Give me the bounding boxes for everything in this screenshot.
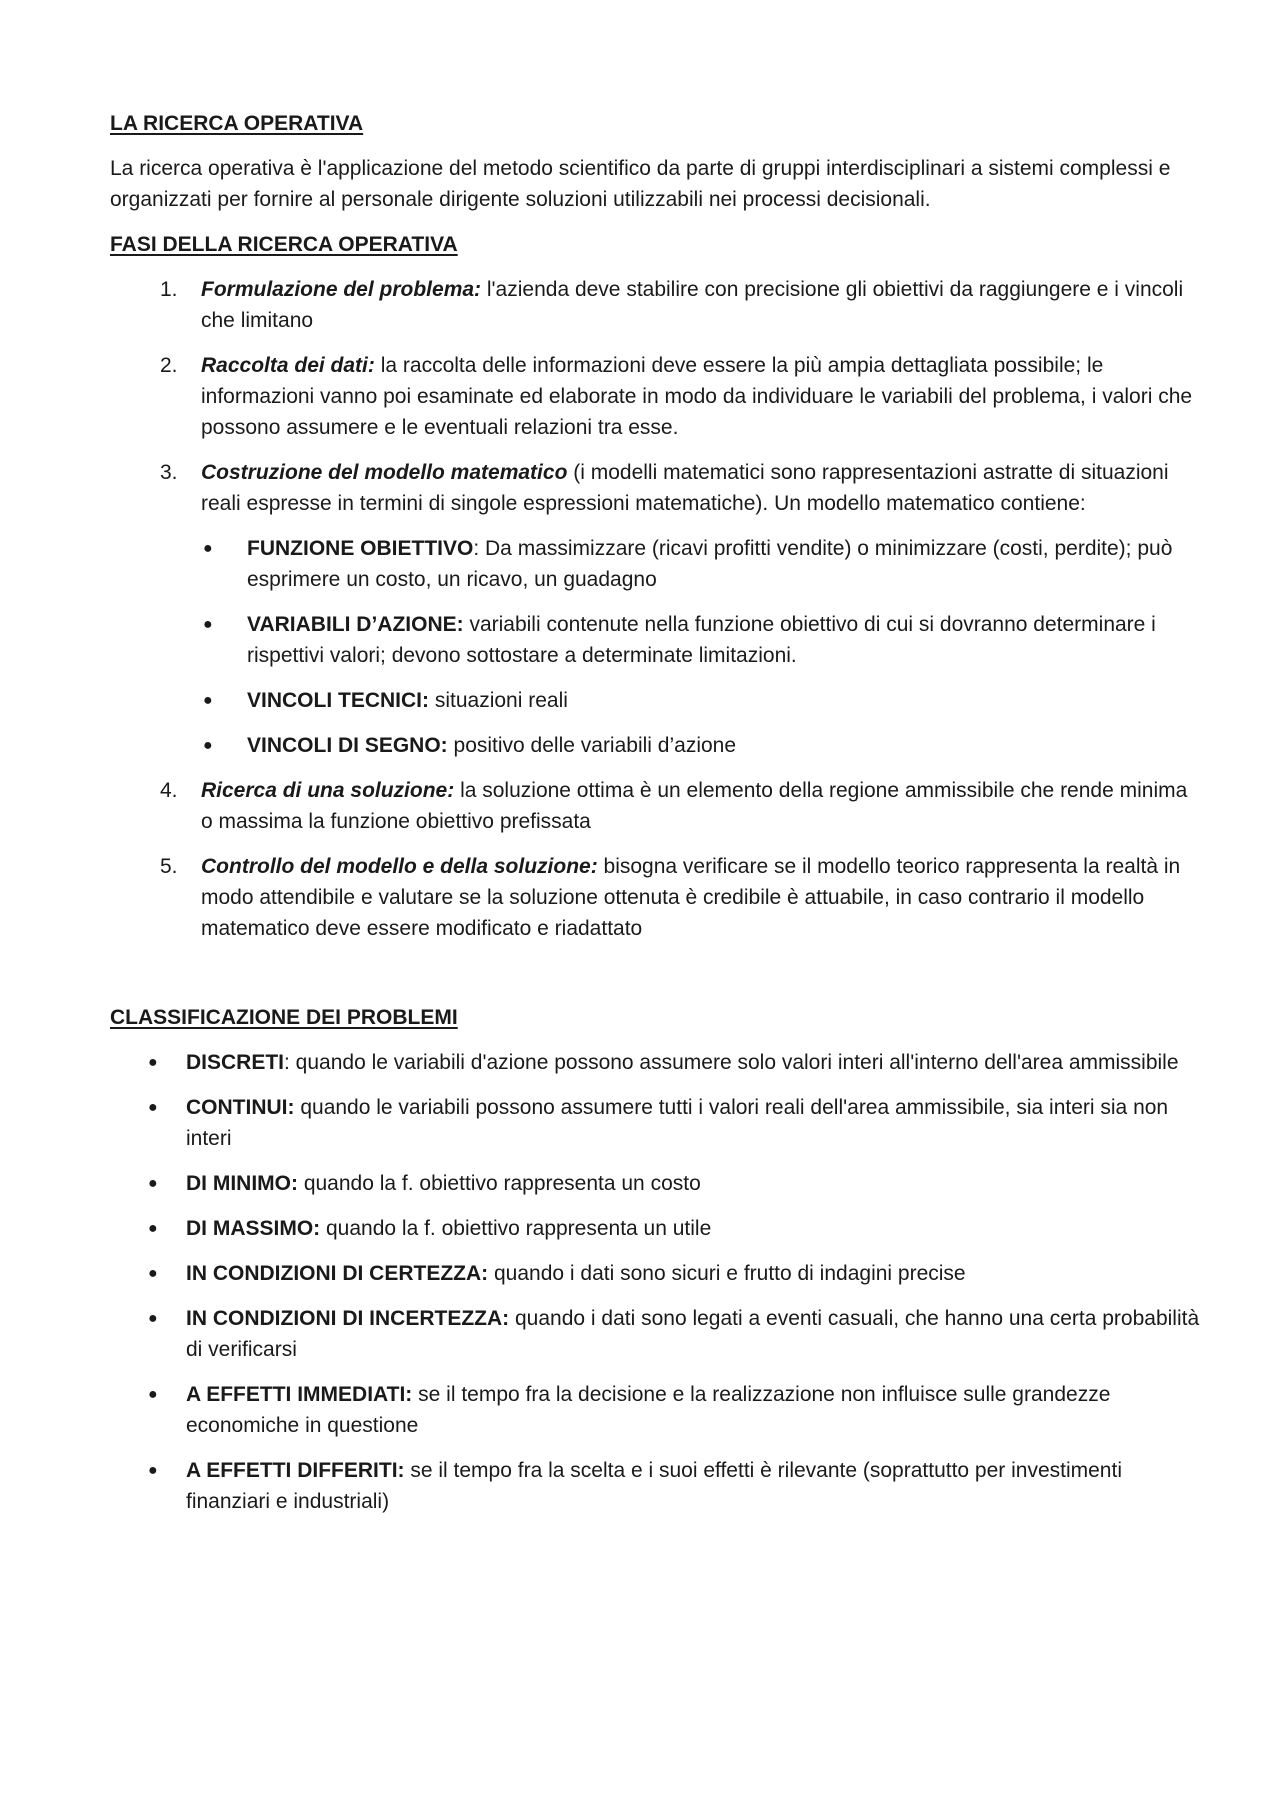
- classification-item: [110, 1379, 1200, 1441]
- classification-item: [110, 1213, 1200, 1244]
- model-components-list: [201, 533, 1200, 761]
- model-component-item: [201, 533, 1200, 595]
- classification-term: DI MASSIMO:: [186, 1217, 321, 1240]
- phase-item-3: [110, 457, 1200, 761]
- model-component-item: [201, 685, 1200, 716]
- classification-item: [110, 1258, 1200, 1289]
- component-term: FUNZIONE OBIETTIVO: [247, 537, 474, 560]
- phase-number: 2.: [160, 354, 178, 377]
- classification-item: [110, 1303, 1200, 1365]
- phase-title: Ricerca di una soluzione:: [201, 779, 455, 802]
- phase-number: 3.: [160, 461, 178, 484]
- bullet-icon: ●: [148, 1386, 158, 1403]
- phase-number: 4.: [160, 779, 178, 802]
- bullet-icon: ●: [148, 1175, 158, 1192]
- bullet-icon: ●: [148, 1310, 158, 1327]
- phase-number: 5.: [160, 855, 178, 878]
- phase-item-1: [110, 274, 1200, 336]
- component-text: variabili contenute nella funzione obiettivo di cui si dovranno determinare i rispettivi valori; devono sottostare a determinate limitazioni.: [247, 613, 1156, 667]
- phase-item-2: [110, 350, 1200, 443]
- component-text: positivo delle variabili d’azione: [447, 734, 737, 757]
- phase-text: bisogna verificare se il modello teorico rappresenta la realtà in modo attendibile e valutare se la soluzione ottenuta è credibile è attuabile, in caso contrario il modello matematico deve essere modificato e riadattato: [201, 855, 1181, 940]
- section-title-phases: FASI DELLA RICERCA OPERATIVA: [110, 233, 458, 256]
- classification-text: se il tempo fra la scelta e i suoi effetti è rilevante (soprattutto per investimenti finanziari e industriali): [186, 1459, 1122, 1513]
- phase-number: 1.: [160, 278, 178, 301]
- classification-term: A EFFETTI IMMEDIATI:: [186, 1383, 413, 1406]
- section-title-intro: LA RICERCA OPERATIVA: [110, 112, 364, 135]
- classification-list: [110, 1047, 1200, 1517]
- classification-item: [110, 1047, 1200, 1078]
- bullet-icon: ●: [148, 1054, 158, 1071]
- component-text: : Da massimizzare (ricavi profitti vendite) o minimizzare (costi, perdite); può esprimere un costo, un ricavo, un guadagno: [247, 537, 1173, 591]
- classification-term: A EFFETTI DIFFERITI:: [186, 1459, 405, 1482]
- classification-text: quando i dati sono sicuri e frutto di indagini precise: [488, 1262, 966, 1285]
- phase-title: Controllo del modello e della soluzione:: [201, 855, 598, 878]
- phase-text: (i modelli matematici sono rappresentazioni astratte di situazioni reali espresse in termini di singole espressioni matematiche). Un modello matematico contiene:: [201, 461, 1169, 515]
- phase-item-4: [110, 775, 1200, 837]
- classification-text: quando i dati sono legati a eventi casuali, che hanno una certa probabilità di verificarsi: [186, 1307, 1200, 1361]
- classification-text: quando le variabili possono assumere tutti i valori reali dell'area ammissibile, sia interi sia non interi: [186, 1096, 1169, 1150]
- bullet-icon: ●: [203, 737, 213, 754]
- bullet-icon: ●: [148, 1265, 158, 1282]
- model-component-item: [201, 730, 1200, 761]
- component-term: VARIABILI D’AZIONE:: [247, 613, 464, 636]
- component-term: VINCOLI DI SEGNO:: [247, 734, 448, 757]
- section-title-classification: CLASSIFICAZIONE DEI PROBLEMI: [110, 1006, 458, 1029]
- model-component-item: [201, 609, 1200, 671]
- intro-paragraph: La ricerca operativa è l'applicazione del metodo scientifico da parte di gruppi interdisciplinari a sistemi complessi e organizzati per fornire al personale dirigente soluzioni utilizzabili nei processi decisionali.: [110, 157, 1171, 211]
- phase-text: la raccolta delle informazioni deve essere la più ampia dettagliata possibile; le informazioni vanno poi esaminate ed elaborate in modo da individuare le variabili del problema, i valori che possono assumere e le eventuali relazioni tra esse.: [201, 354, 1193, 439]
- phases-list: [110, 274, 1200, 944]
- phase-title: Costruzione del modello matematico: [201, 461, 568, 484]
- classification-term: CONTINUI:: [186, 1096, 295, 1119]
- classification-text: quando la f. obiettivo rappresenta un costo: [297, 1172, 701, 1195]
- classification-term: DI MINIMO:: [186, 1172, 298, 1195]
- classification-term: IN CONDIZIONI DI CERTEZZA:: [186, 1262, 489, 1285]
- classification-term: IN CONDIZIONI DI INCERTEZZA:: [186, 1307, 510, 1330]
- classification-term: DISCRETI: [186, 1051, 285, 1074]
- phase-text: l'azienda deve stabilire con precisione gli obiettivi da raggiungere e i vincoli che limitano: [201, 278, 1184, 332]
- bullet-icon: ●: [203, 616, 213, 633]
- bullet-icon: ●: [148, 1099, 158, 1116]
- phase-item-5: [110, 851, 1200, 944]
- phase-title: Raccolta dei dati:: [201, 354, 375, 377]
- component-text: situazioni reali: [429, 689, 568, 712]
- classification-item: [110, 1168, 1200, 1199]
- classification-text: : quando le variabili d'azione possono assumere solo valori interi all'interno dell'area ammissibile: [284, 1051, 1179, 1074]
- classification-text: quando la f. obiettivo rappresenta un utile: [320, 1217, 712, 1240]
- bullet-icon: ●: [148, 1462, 158, 1479]
- phase-text: la soluzione ottima è un elemento della regione ammissibile che rende minima o massima la funzione obiettivo prefissata: [201, 779, 1188, 833]
- phase-title: Formulazione del problema:: [201, 278, 482, 301]
- bullet-icon: ●: [148, 1220, 158, 1237]
- classification-item: [110, 1092, 1200, 1154]
- classification-item: [110, 1455, 1200, 1517]
- classification-text: se il tempo fra la decisione e la realizzazione non influisce sulle grandezze economiche in questione: [186, 1383, 1111, 1437]
- component-term: VINCOLI TECNICI:: [247, 689, 429, 712]
- bullet-icon: ●: [203, 692, 213, 709]
- spacer: [110, 958, 1200, 1002]
- bullet-icon: ●: [203, 540, 213, 557]
